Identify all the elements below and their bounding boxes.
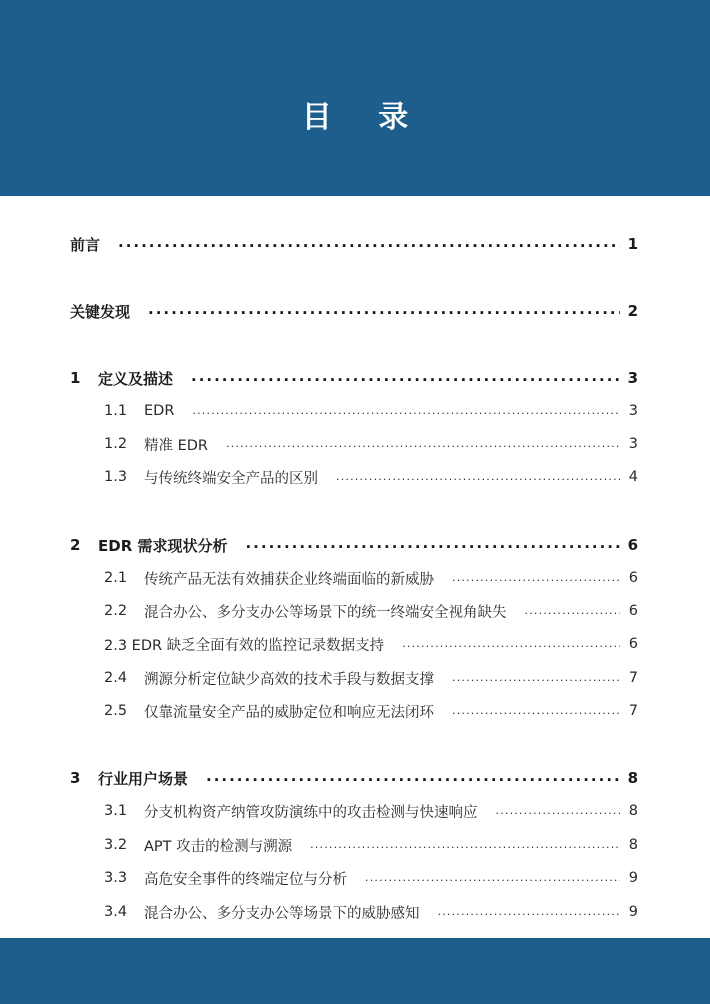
toc-page-number: 9: [628, 870, 638, 886]
toc-section-1-3[interactable]: [104, 466, 638, 488]
toc-section-number: 2.5: [104, 703, 128, 719]
dot-leader: [438, 901, 621, 923]
toc-chapter-number: 2: [70, 536, 81, 554]
toc-chapter-3[interactable]: [70, 767, 638, 789]
toc-entry-title: EDR 需求现状分析: [98, 536, 228, 555]
toc-section-3-2[interactable]: [104, 834, 638, 856]
toc-page-number: 6: [628, 636, 638, 652]
toc-page-number: 8: [628, 803, 638, 819]
toc-section-number: 2.2: [104, 603, 128, 619]
toc-section-number: 1.3: [104, 469, 128, 485]
toc-entry-title: 关键发现: [70, 302, 131, 321]
dot-leader: [452, 700, 620, 722]
toc-section-3-3[interactable]: [104, 867, 638, 889]
dot-leader: [226, 433, 620, 455]
toc-section-number: 1.1: [104, 403, 128, 419]
toc-page-number: 3: [627, 369, 638, 387]
toc-entry-preface[interactable]: [70, 233, 638, 255]
toc-entry-title: 高危安全事件的终端定位与分析: [144, 871, 347, 888]
toc-section-2-2[interactable]: [104, 600, 638, 622]
toc-chapter-1[interactable]: [70, 367, 638, 389]
toc-entry-key-findings[interactable]: [70, 300, 638, 322]
toc-page-number: 7: [628, 670, 638, 686]
toc-page-number: 4: [628, 469, 638, 485]
toc-entry-title: 定义及描述: [98, 369, 174, 388]
toc-page-number: 8: [628, 837, 638, 853]
toc-section-2-1[interactable]: [104, 567, 638, 589]
toc-section-3-1[interactable]: [104, 800, 638, 822]
toc-page-number: 3: [628, 436, 638, 452]
toc-entry-title: 仅靠流量安全产品的威胁定位和响应无法闭环: [144, 704, 434, 721]
toc-entry-title: 精准 EDR: [144, 437, 209, 454]
toc-section-number: 3.3: [104, 870, 128, 886]
toc-entry-title: 溯源分析定位缺少高效的技术手段与数据支撑: [144, 671, 434, 688]
toc-section-number: 2.4: [104, 670, 128, 686]
dot-leader: [365, 867, 620, 889]
dot-leader: [245, 534, 620, 556]
toc-entry-title: 行业用户场景: [98, 769, 189, 788]
toc-page-number: 8: [627, 769, 638, 787]
toc-page-number: 1: [627, 235, 638, 253]
dot-leader: [192, 400, 620, 422]
dot-leader: [191, 367, 620, 389]
toc-section-number: 3.4: [104, 904, 128, 920]
toc-section-number: 1.2: [104, 436, 128, 452]
toc-entry-title: 传统产品无法有效捕获企业终端面临的新威胁: [144, 571, 434, 588]
toc-chapter-2[interactable]: [70, 534, 638, 556]
toc-entry-title: 前言: [70, 235, 101, 254]
dot-leader: [496, 800, 621, 822]
toc-section-2-3[interactable]: [104, 633, 638, 655]
dot-leader: [336, 466, 620, 488]
page-title: 目 录: [301, 100, 427, 135]
toc-section-2-4[interactable]: [104, 667, 638, 689]
toc-section-2-5[interactable]: [104, 700, 638, 722]
toc-page-number: 6: [628, 603, 638, 619]
toc-chapter-number: 3: [70, 769, 81, 787]
toc-entry-title: 与传统终端安全产品的区别: [144, 470, 318, 487]
toc-section-1-1[interactable]: [104, 400, 638, 422]
toc-section-3-4[interactable]: [104, 901, 638, 923]
toc-page-number: 3: [628, 403, 638, 419]
dot-leader: [402, 633, 620, 655]
toc-entry-title: 混合办公、多分支办公等场景下的统一终端安全视角缺失: [144, 604, 507, 621]
footer-band: [0, 938, 710, 1004]
toc-entry-title: APT 攻击的检测与溯源: [144, 838, 293, 855]
toc-page-number: 2: [627, 302, 638, 320]
toc-section-number: 2.1: [104, 570, 128, 586]
dot-leader: [452, 667, 620, 689]
toc-entry-title: EDR: [144, 403, 175, 419]
toc-entry-title: 2.3 EDR 缺乏全面有效的监控记录数据支持: [104, 637, 385, 654]
toc-page-number: 9: [628, 904, 638, 920]
toc-section-number: 3.2: [104, 837, 128, 853]
dot-leader: [452, 567, 620, 589]
toc-entry-title: 混合办公、多分支办公等场景下的威胁感知: [144, 905, 420, 922]
dot-leader: [310, 834, 620, 856]
toc-page-number: 6: [628, 570, 638, 586]
toc-section-1-2[interactable]: [104, 433, 638, 455]
toc-page-number: 7: [628, 703, 638, 719]
toc-page-number: 6: [627, 536, 638, 554]
toc-entry-title: 分支机构资产纳管攻防演练中的攻击检测与快速响应: [144, 804, 478, 821]
dot-leader: [206, 767, 620, 789]
toc-chapter-number: 1: [70, 369, 81, 387]
dot-leader: [118, 233, 620, 255]
dot-leader: [525, 600, 621, 622]
dot-leader: [148, 300, 620, 322]
toc-section-number: 3.1: [104, 803, 128, 819]
